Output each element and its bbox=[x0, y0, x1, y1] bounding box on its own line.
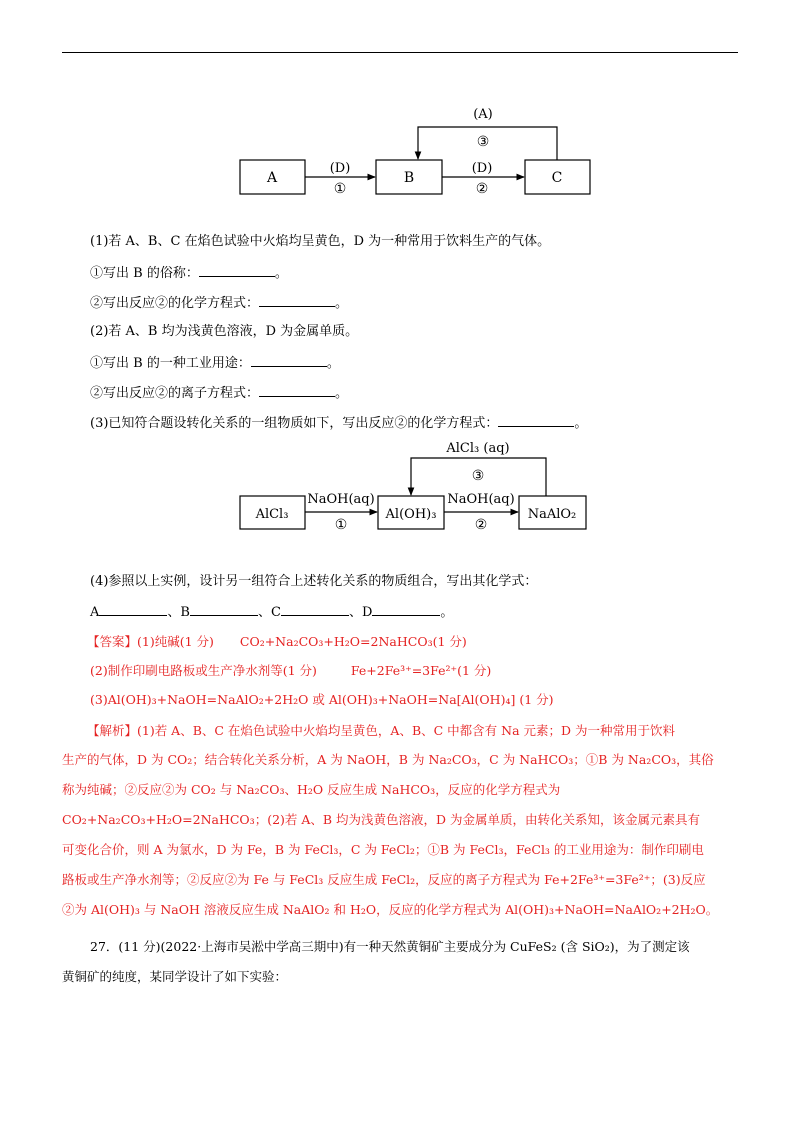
reagent-alcl3: AlCl₃ (aq) bbox=[446, 441, 510, 456]
analysis-line-5: 可变化合价，则 A 为氯水，D 为 Fe，B 为 FeCl₃，C 为 FeCl₂；①B 为 FeCl₃，FeCl₃ 的工业用途为：制作印刷电 bbox=[62, 842, 704, 857]
q4-stem: (4)参照以上实例，设计另一组符合上述转化关系的物质组合，写出其化学式： bbox=[90, 574, 538, 589]
box-b-label: B bbox=[403, 170, 415, 186]
answer-blank[interactable] bbox=[199, 263, 275, 277]
reagent-naoh-1: NaOH(aq) bbox=[307, 492, 375, 507]
analysis-line-6: 路板或生产净水剂等；②反应②为 Fe 与 FeCl₃ 反应生成 FeCl₂，反应的离子方程式为 Fe+2Fe³⁺=3Fe²⁺；(3)反应 bbox=[62, 872, 706, 887]
step-3-label: ③ bbox=[471, 468, 485, 484]
q2-stem: (2)若 A、B 均为浅黄色溶液，D 为金属单质。 bbox=[90, 324, 359, 339]
analysis-line-7: ②为 Al(OH)₃ 与 NaOH 溶液反应生成 NaAlO₂ 和 H₂O，反应的化学方程式为 Al(OH)₃+NaOH=NaAlO₂+2H₂O。 bbox=[62, 902, 719, 917]
conversion-diagram-2 bbox=[0, 430, 800, 540]
q1-sub2: ②写出反应②的化学方程式： 。 bbox=[90, 293, 348, 314]
box-alcl3-label: AlCl₃ bbox=[255, 507, 289, 522]
reagent-d-1: (D) bbox=[329, 161, 351, 176]
q2-sub2: ②写出反应②的离子方程式： 。 bbox=[90, 383, 348, 404]
q1-stem: (1)若 A、B、C 在焰色试验中火焰均呈黄色，D 为一种常用于饮料生产的气体。 bbox=[90, 234, 551, 249]
answer-line-2: (2)制作印刷电路板或生产净水剂等(1 分) Fe+2Fe³⁺=3Fe²⁺(1 分) bbox=[90, 663, 492, 678]
box-a-label: A bbox=[266, 170, 278, 186]
step-2-label: ② bbox=[475, 181, 489, 197]
answer-blank[interactable] bbox=[498, 413, 574, 427]
analysis-line-4: CO₂+Na₂CO₃+H₂O=2NaHCO₃；(2)若 A、B 均为浅黄色溶液，D 为金属单质，由转化关系知，该金属元素具有 bbox=[62, 812, 701, 827]
answer-blank[interactable] bbox=[259, 293, 335, 307]
analysis-line-3: 称为纯碱；②反应②为 CO₂ 与 Na₂CO₃、H₂O 反应生成 NaHCO₃，反应的化学方程式为 bbox=[62, 782, 561, 797]
answer-blank[interactable] bbox=[251, 353, 327, 367]
reagent-a: (A) bbox=[473, 107, 493, 122]
reagent-naoh-2: NaOH(aq) bbox=[447, 492, 515, 507]
step-1-label: ① bbox=[333, 181, 347, 197]
box-naalo2-label: NaAlO₂ bbox=[527, 507, 577, 522]
step-1-label: ① bbox=[334, 517, 348, 533]
q27-line-2: 黄铜矿的纯度，某同学设计了如下实验： bbox=[62, 969, 288, 984]
answer-blank-b[interactable] bbox=[190, 602, 258, 616]
step-3-label: ③ bbox=[476, 134, 490, 150]
answer-line-1: 【答案】(1)纯碱(1 分) CO₂+Na₂CO₃+H₂O=2NaHCO₃(1 分) bbox=[87, 634, 467, 649]
reagent-d-2: (D) bbox=[471, 161, 493, 176]
q2-sub1: ①写出 B 的一种工业用途： 。 bbox=[90, 353, 340, 374]
q3-stem: (3)已知符合题设转化关系的一组物质如下，写出反应②的化学方程式： 。 bbox=[90, 413, 587, 434]
q4-blanks: A 、B 、C 、D 。 bbox=[90, 602, 453, 623]
answer-line-3: (3)Al(OH)₃+NaOH=NaAlO₂+2H₂O 或 Al(OH)₃+NaOH=Na[Al(OH)₄] (1 分) bbox=[90, 692, 554, 707]
q1-sub1: ①写出 B 的俗称： 。 bbox=[90, 263, 288, 284]
box-c-label: C bbox=[551, 170, 563, 186]
answer-blank-d[interactable] bbox=[372, 602, 440, 616]
conversion-diagram-1 bbox=[0, 0, 800, 220]
q27-line-1: 27．(11 分)(2022·上海市吴淞中学高三期中)有一种天然黄铜矿主要成分为 CuFeS₂ (含 SiO₂)，为了测定该 bbox=[90, 939, 690, 954]
box-aloh3-label: Al(OH)₃ bbox=[385, 507, 437, 522]
analysis-line-2: 生产的气体，D 为 CO₂；结合转化关系分析，A 为 NaOH，B 为 Na₂CO₃，C 为 NaHCO₃；①B 为 Na₂CO₃，其俗 bbox=[62, 752, 714, 767]
answer-blank-c[interactable] bbox=[281, 602, 349, 616]
answer-blank[interactable] bbox=[259, 383, 335, 397]
analysis-line-1: 【解析】(1)若 A、B、C 在焰色试验中火焰均呈黄色，A、B、C 中都含有 Na 元素；D 为一种常用于饮料 bbox=[87, 723, 676, 738]
step-2-label: ② bbox=[474, 517, 488, 533]
answer-blank-a[interactable] bbox=[99, 602, 167, 616]
